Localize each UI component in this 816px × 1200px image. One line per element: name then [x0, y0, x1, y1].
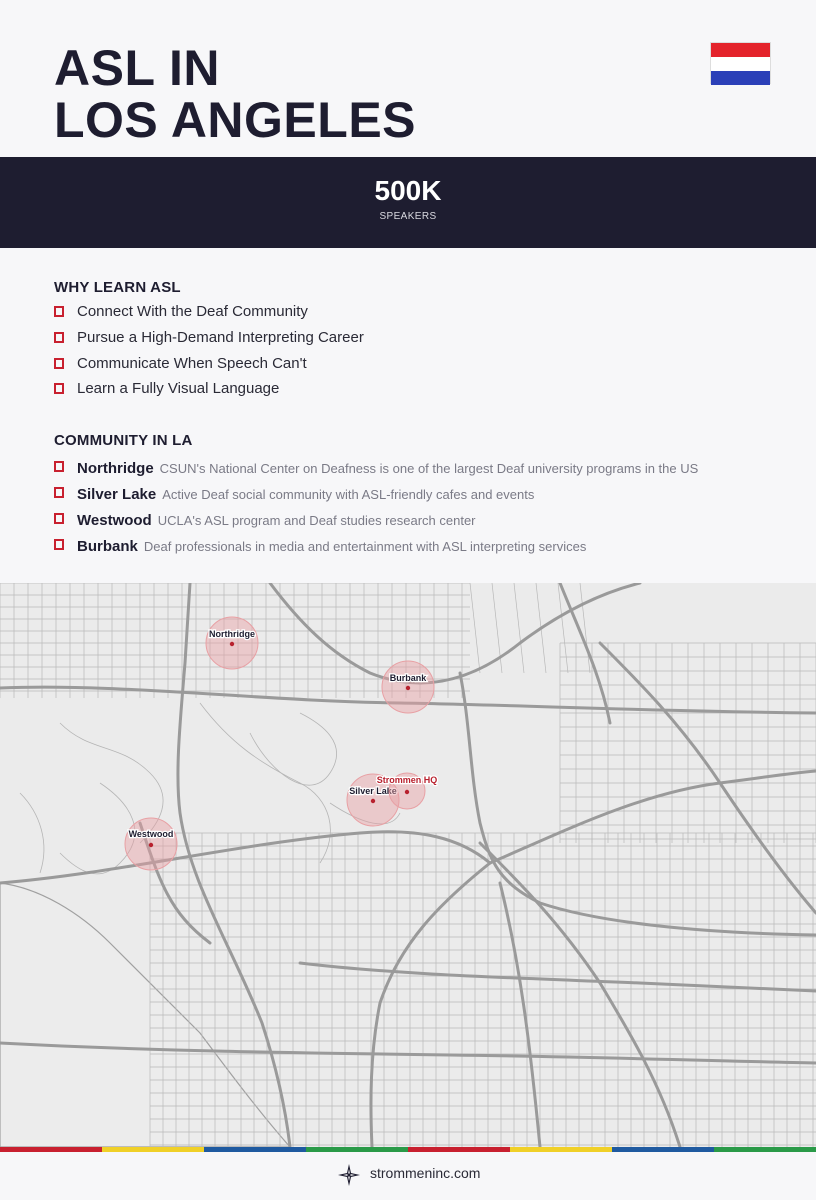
community-map-pin[interactable] [206, 617, 258, 669]
bullet-icon [54, 513, 64, 524]
speaker-label: SPEAKERS [379, 211, 437, 222]
community-desc: Deaf professionals in media and entertainment with ASL interpreting services [143, 539, 587, 554]
page-footer [0, 1152, 816, 1200]
flag-stripe-white [711, 57, 770, 71]
community-map-pin[interactable] [125, 818, 177, 870]
community-desc: UCLA's ASL program and Deaf studies research center [157, 513, 476, 528]
pin-label: Northridge [209, 629, 255, 639]
bullet-icon [54, 306, 64, 317]
map-svg [0, 583, 816, 1147]
compass-star-icon [338, 1164, 360, 1186]
community-name: Westwood [77, 512, 152, 529]
stat-band [0, 157, 816, 248]
reason-item: Pursue a High-Demand Interpreting Career [77, 329, 364, 346]
pin-dot-icon [406, 686, 410, 690]
la-map[interactable] [0, 583, 816, 1147]
flag-icon [710, 42, 771, 84]
why-heading: WHY LEARN ASL [54, 279, 181, 296]
footer-website-link[interactable]: strommeninc.com [370, 1165, 481, 1181]
bullet-icon [54, 358, 64, 369]
page-title [54, 42, 416, 146]
community-name: Burbank [77, 538, 138, 555]
community-item [77, 512, 476, 529]
speaker-count: 500K [374, 175, 442, 206]
pin-label: Strommen HQ [376, 775, 438, 785]
community-map-pin[interactable] [382, 661, 434, 713]
title-line-2: LOS ANGELES [54, 92, 417, 148]
pin-dot-icon [230, 642, 234, 646]
community-heading: COMMUNITY IN LA [54, 432, 193, 449]
pin-label: Westwood [128, 829, 174, 839]
community-name: Northridge [77, 460, 154, 477]
pin-dot-icon [371, 799, 375, 803]
bullet-icon [54, 539, 64, 550]
reason-item: Communicate When Speech Can't [77, 355, 307, 372]
pin-label: Silver Lake [349, 786, 397, 796]
bullet-icon [54, 461, 64, 472]
community-item [77, 460, 698, 477]
community-desc: CSUN's National Center on Deafness is one of the largest Deaf university programs in the US [159, 461, 699, 476]
bullet-icon [54, 332, 64, 343]
bullet-icon [54, 383, 64, 394]
pin-dot-icon [149, 843, 153, 847]
community-item [77, 538, 586, 555]
reason-item: Connect With the Deaf Community [77, 303, 308, 320]
pin-label: Burbank [389, 673, 427, 683]
flag-stripe-blue [711, 71, 770, 85]
community-desc: Active Deaf social community with ASL-friendly cafes and events [162, 487, 535, 502]
bullet-icon [54, 487, 64, 498]
flag-stripe-red [711, 43, 770, 57]
community-item [77, 486, 534, 503]
title-line-1: ASL IN [54, 40, 220, 96]
community-name: Silver Lake [77, 486, 157, 503]
pin-dot-icon [405, 790, 409, 794]
reason-item: Learn a Fully Visual Language [77, 380, 280, 397]
page-header [0, 0, 816, 157]
